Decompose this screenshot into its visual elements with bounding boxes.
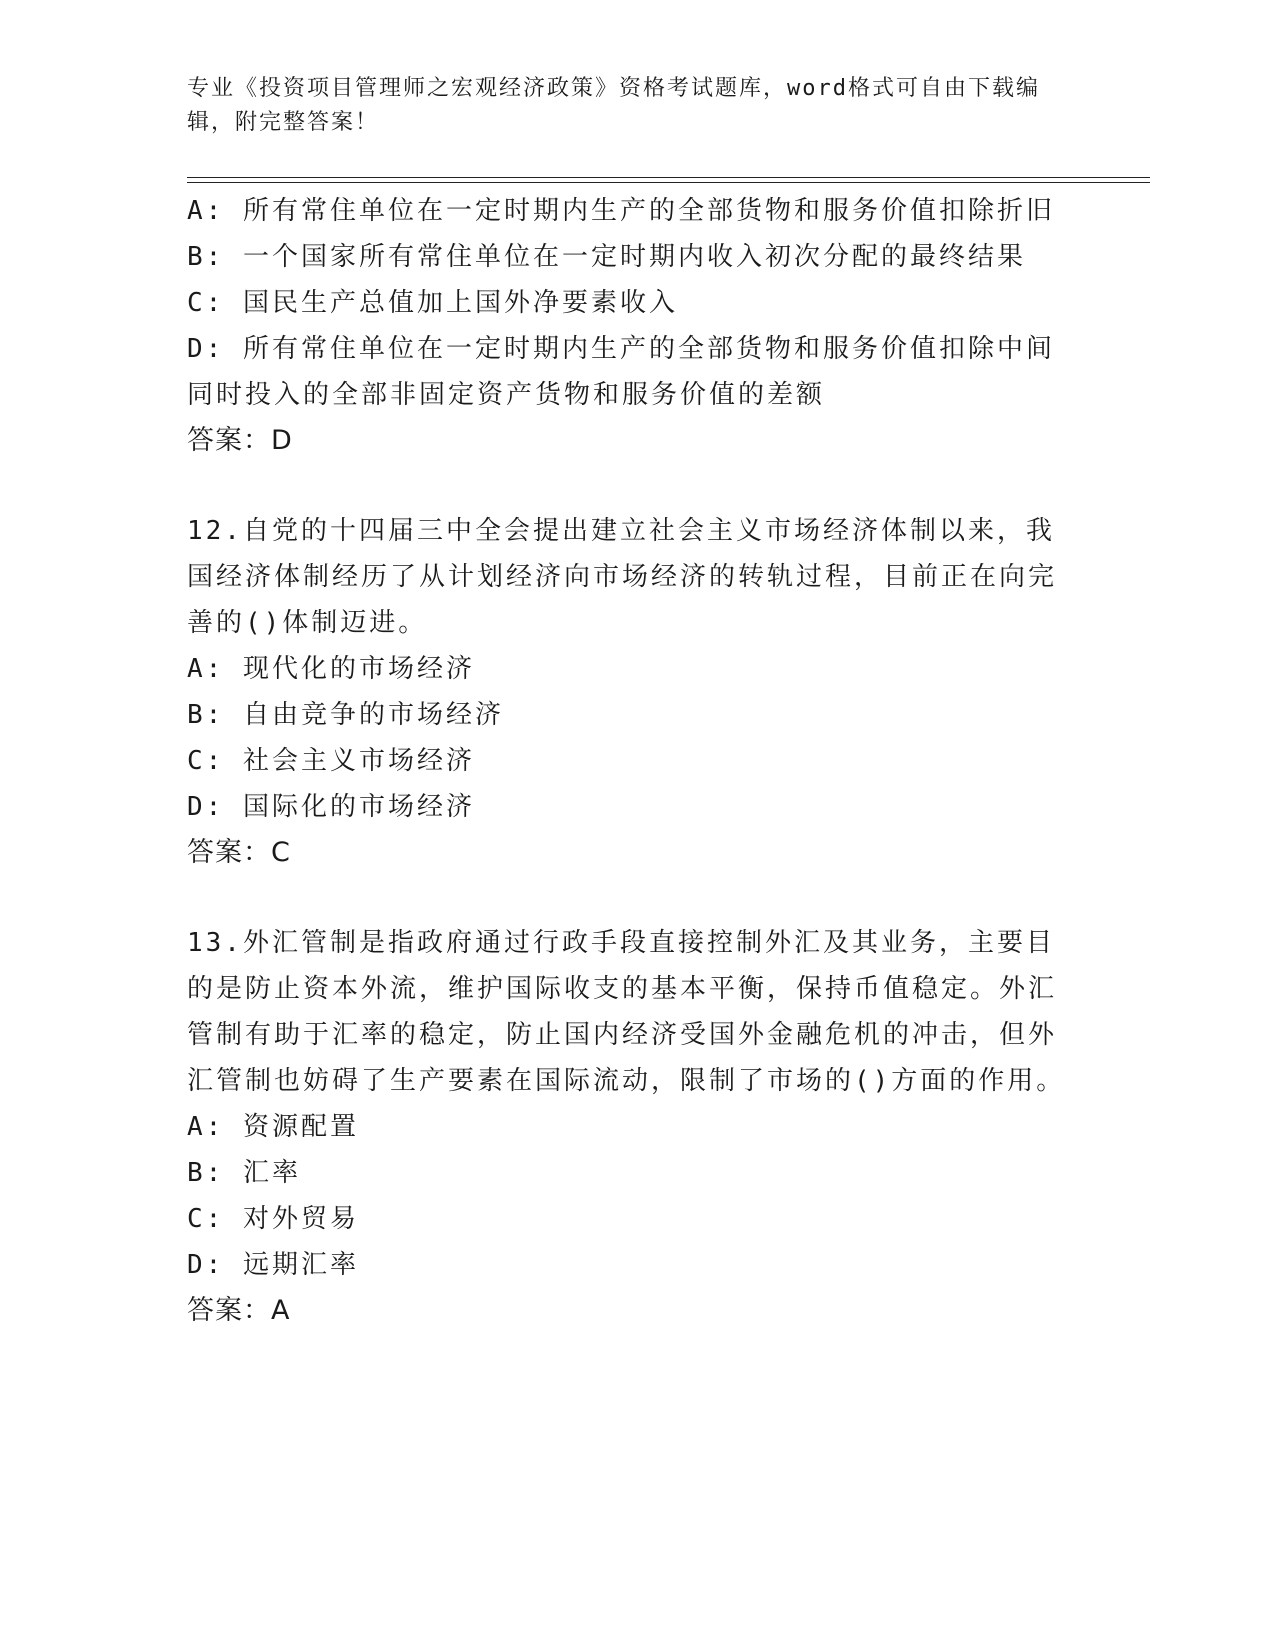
- question-13: [187, 920, 1087, 1334]
- spacer: [187, 876, 1087, 920]
- spacer: [187, 464, 1087, 508]
- q12-option-b: B: 自由竞争的市场经济: [187, 700, 504, 730]
- question-12: [187, 508, 1087, 876]
- question-11: [187, 188, 1087, 464]
- q11-option-b: B: 一个国家所有常住单位在一定时期内收入初次分配的最终结果: [187, 242, 1026, 272]
- question-content: [187, 188, 1087, 1334]
- q11-option-a: A: 所有常住单位在一定时期内生产的全部货物和服务价值扣除折旧: [187, 196, 1055, 226]
- header-rule-bottom: [187, 182, 1150, 183]
- q13-option-d: D: 远期汇率: [187, 1250, 359, 1280]
- document-header-title: 专业《投资项目管理师之宏观经济政策》资格考试题库，word格式可自由下载编辑，附完整答案！: [187, 76, 1040, 135]
- q13-answer: 答案：A: [187, 1295, 291, 1326]
- header-rule-top: [187, 177, 1150, 178]
- q12-stem: 12.自党的十四届三中全会提出建立社会主义市场经济体制以来，我国经济体制经历了从计划经济向市场经济的转轨过程，目前正在向完善的()体制迈进。: [187, 516, 1058, 638]
- q12-answer: 答案：C: [187, 837, 291, 868]
- q13-stem: 13.外汇管制是指政府通过行政手段直接控制外汇及其业务，主要目的是防止资本外流，维护国际收支的基本平衡，保持币值稳定。外汇管制有助于汇率的稳定，防止国内经济受国外金融危机的冲击，但外汇管制也妨碍了生产要素在国际流动，限制了市场的()方面的作用。: [187, 928, 1066, 1096]
- q12-option-d: D: 国际化的市场经济: [187, 792, 475, 822]
- q11-answer: 答案：D: [187, 425, 293, 456]
- q13-option-a: A: 资源配置: [187, 1112, 359, 1142]
- q12-option-a: A: 现代化的市场经济: [187, 654, 475, 684]
- q13-option-b: B: 汇率: [187, 1158, 301, 1188]
- q12-option-c: C: 社会主义市场经济: [187, 746, 475, 776]
- q11-option-d: D: 所有常住单位在一定时期内生产的全部货物和服务价值扣除中间同时投入的全部非固定资产货物和服务价值的差额: [187, 334, 1055, 410]
- q13-option-c: C: 对外贸易: [187, 1204, 359, 1234]
- q11-option-c: C: 国民生产总值加上国外净要素收入: [187, 288, 678, 318]
